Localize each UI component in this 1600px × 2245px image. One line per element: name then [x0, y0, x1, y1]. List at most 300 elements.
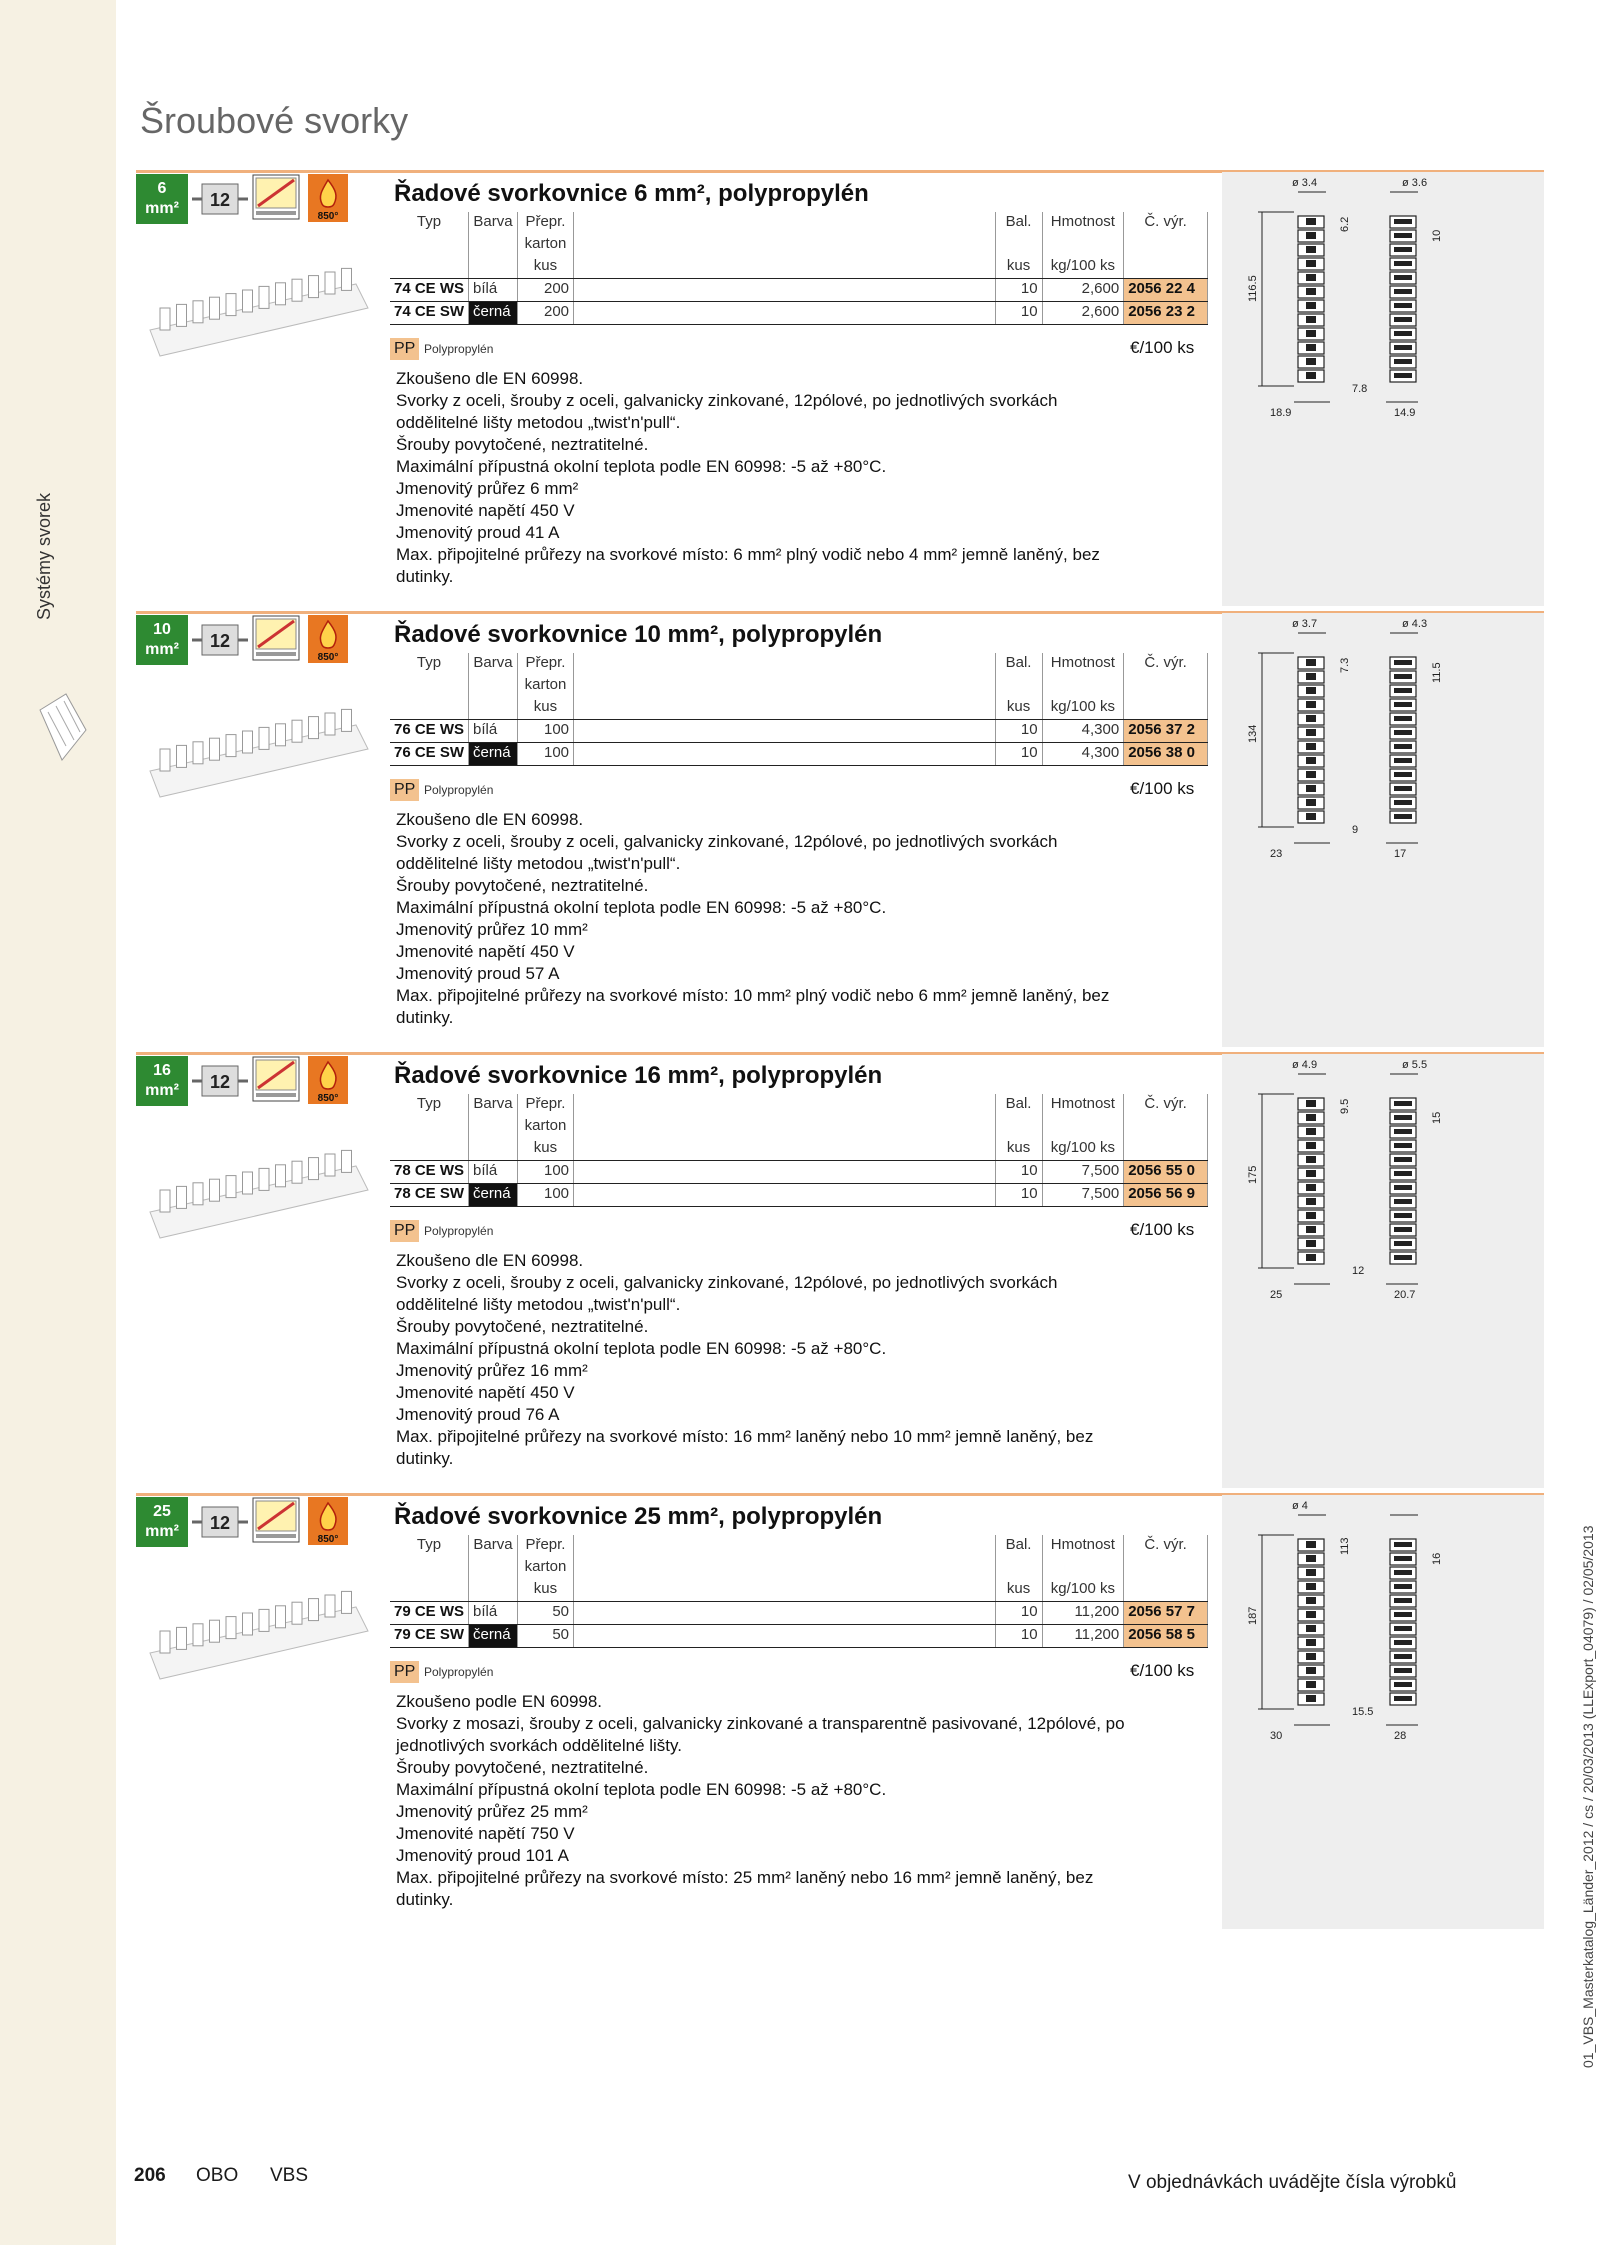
unit-blank	[574, 1138, 995, 1161]
product-photo	[146, 701, 372, 811]
description-line: Svorky z oceli, šrouby z oceli, galvanicky zinkované, 12pólové, po jednotlivých svorkách	[396, 391, 1058, 410]
section-title: Řadové svorkovnice 6 mm², polypropylén	[394, 180, 869, 207]
table-row	[390, 1184, 1208, 1207]
flammability-class-icon	[252, 174, 300, 220]
poles-count-icon	[192, 623, 248, 657]
product-photo	[146, 1583, 372, 1693]
product-table	[390, 1094, 1208, 1207]
cell-bal: 10	[995, 302, 1042, 325]
poles-count-label: 12	[209, 1072, 231, 1092]
unit-blank	[469, 256, 518, 279]
glow-wire-fire-icon	[308, 1056, 348, 1104]
dimension-label-d1: ø 3.4	[1292, 177, 1318, 189]
unit-blank	[469, 1138, 518, 1161]
dimension-label-w1: 18.9	[1270, 407, 1292, 419]
header-blank	[390, 1116, 469, 1138]
cell-kus: 200	[517, 279, 573, 302]
page-number: 206	[134, 2165, 166, 2186]
units-row	[390, 1579, 1208, 1602]
description-line: Jmenovitý průřez 6 mm²	[396, 479, 579, 498]
flammability-class-icon	[252, 1497, 300, 1543]
cell-cislo: 2056 57 7	[1124, 1602, 1208, 1625]
header-cvyr: Č. výr.	[1124, 212, 1208, 234]
description-line: Zkoušeno dle EN 60998.	[396, 1251, 584, 1270]
cell-kus: 100	[517, 1161, 573, 1184]
header-blank	[390, 675, 469, 697]
header-blank	[469, 1557, 518, 1579]
cell-bal: 10	[995, 1184, 1042, 1207]
unit-u_kus: kus	[517, 697, 573, 720]
flammability-class-icon	[252, 615, 300, 661]
unit-u_kus2: kus	[995, 256, 1042, 279]
footer-note: V objednávkách uvádějte čísla výrobků	[1128, 2172, 1457, 2193]
description-line: Jmenovité napětí 450 V	[396, 501, 575, 520]
unit-blank	[1124, 697, 1208, 720]
unit-blank	[469, 697, 518, 720]
description-line: Maximální přípustná okolní teplota podle EN 60998: -5 až +80°C.	[396, 1339, 887, 1358]
header-blank	[390, 1557, 469, 1579]
header-prepr: Přepr.	[517, 212, 573, 234]
cell-cislo: 2056 58 5	[1124, 1625, 1208, 1648]
cell-hm: 7,500	[1042, 1161, 1124, 1184]
unit-blank	[574, 256, 995, 279]
header-bal: Bal.	[995, 653, 1042, 675]
cell-blank	[574, 743, 995, 766]
material-name: Polypropylén	[424, 1665, 494, 1679]
cell-bal: 10	[995, 720, 1042, 743]
description-line: Jmenovitý proud 76 A	[396, 1405, 560, 1424]
units-row	[390, 256, 1208, 279]
unit-u_kus2: kus	[995, 1138, 1042, 1161]
cell-kus: 100	[517, 720, 573, 743]
header-hmotnost: Hmotnost	[1042, 1535, 1124, 1557]
unit-u_kus: kus	[517, 256, 573, 279]
cell-hm: 7,500	[1042, 1184, 1124, 1207]
cell-cislo: 2056 38 0	[1124, 743, 1208, 766]
dimension-label-d2: ø 3.6	[1402, 177, 1428, 189]
dimension-label-d1: ø 4	[1292, 1500, 1308, 1512]
header-blank	[1042, 1557, 1124, 1579]
description-line: Šrouby povytočené, neztratitelné.	[396, 1317, 649, 1336]
product-photo	[146, 260, 372, 370]
table-row	[390, 743, 1208, 766]
cell-kus: 200	[517, 302, 573, 325]
units-row	[390, 1138, 1208, 1161]
description-line: oddělitelné lišty metodou „twist'n'pull“.	[396, 413, 681, 432]
dimension-drawing-svg	[1222, 172, 1544, 606]
cell-typ: 74 CE SW	[390, 302, 469, 325]
cell-cislo: 2056 22 4	[1124, 279, 1208, 302]
size-value: 25	[153, 1503, 171, 1520]
terminal-thumbnail-icon	[36, 690, 90, 766]
description-line: dutinky.	[396, 1008, 454, 1027]
table-row	[390, 1625, 1208, 1648]
cell-typ: 79 CE WS	[390, 1602, 469, 1625]
material-name: Polypropylén	[424, 342, 494, 356]
glow-wire-fire-icon	[308, 615, 348, 663]
description-line: Jmenovité napětí 450 V	[396, 942, 575, 961]
header-blank	[574, 234, 995, 256]
description-line: oddělitelné lišty metodou „twist'n'pull“.	[396, 1295, 681, 1314]
unit-u_kg: kg/100 ks	[1042, 1138, 1124, 1161]
description-line: Šrouby povytočené, neztratitelné.	[396, 435, 649, 454]
dimension-label-w3: 14.9	[1394, 407, 1416, 419]
material-name: Polypropylén	[424, 783, 494, 797]
units-row	[390, 697, 1208, 720]
header-blank	[574, 1557, 995, 1579]
header-blank	[1124, 1557, 1208, 1579]
description-line: Maximální přípustná okolní teplota podle EN 60998: -5 až +80°C.	[396, 457, 887, 476]
header-blank	[1124, 675, 1208, 697]
unit-u_kg: kg/100 ks	[1042, 256, 1124, 279]
unit-u_kus2: kus	[995, 1579, 1042, 1602]
dimension-label-w2: 15.5	[1352, 1706, 1374, 1718]
cell-barva: bílá	[469, 279, 518, 302]
header-barva: Barva	[469, 653, 518, 675]
flammability-class-icon	[252, 1056, 300, 1102]
description-line: Svorky z oceli, šrouby z oceli, galvanicky zinkované, 12pólové, po jednotlivých svorkách	[396, 1273, 1058, 1292]
description-line: Šrouby povytočené, neztratitelné.	[396, 876, 649, 895]
unit-u_kus2: kus	[995, 697, 1042, 720]
poles-count-icon	[192, 182, 248, 216]
product-section	[136, 1493, 1544, 1929]
cell-blank	[574, 1161, 995, 1184]
header-prepr: Přepr.	[517, 653, 573, 675]
dimension-label-b: 11.5	[1431, 662, 1443, 683]
header-barva: Barva	[469, 212, 518, 234]
description	[396, 809, 1212, 1029]
unit-blank	[390, 256, 469, 279]
dimension-label-b: 16	[1431, 1552, 1443, 1565]
cell-typ: 76 CE SW	[390, 743, 469, 766]
sidebar	[0, 0, 116, 2245]
footer-brand-vbs: VBS	[270, 2165, 309, 2186]
dimension-drawing	[1222, 1054, 1544, 1488]
unit-u_kus: kus	[517, 1579, 573, 1602]
header-prepr: Přepr.	[517, 1094, 573, 1116]
header-hmotnost: Hmotnost	[1042, 653, 1124, 675]
dimension-label-w1: 25	[1270, 1289, 1283, 1301]
unit-blank	[1124, 1138, 1208, 1161]
description-line: dutinky.	[396, 567, 454, 586]
cell-cislo: 2056 37 2	[1124, 720, 1208, 743]
header-blank	[995, 1116, 1042, 1138]
header-blank	[1124, 1116, 1208, 1138]
header-spacer	[574, 653, 995, 675]
cell-typ: 74 CE WS	[390, 279, 469, 302]
cell-kus: 100	[517, 1184, 573, 1207]
cell-hm: 2,600	[1042, 279, 1124, 302]
dimension-label-b: 15	[1431, 1111, 1443, 1124]
description-line: Max. připojitelné průřezy na svorkové místo: 16 mm² laněný nebo 10 mm² jemně laněný, bez	[396, 1427, 1094, 1446]
vertical-note: 01_VBS_Masterkatalog_Länder_2012 / cs / 20/03/2013 (LLExport_04079) / 02/05/2013	[1580, 1525, 1596, 2068]
description-line: jednotlivých svorkách oddělitelné lišty.	[396, 1736, 682, 1755]
dimension-label-w2: 9	[1352, 824, 1359, 836]
size-value: 6	[157, 180, 167, 197]
description-line: Šrouby povytočené, neztratitelné.	[396, 1758, 649, 1777]
dimension-label-b: 10	[1431, 229, 1443, 242]
dimension-label-d1: ø 4.9	[1292, 1059, 1318, 1071]
unit-blank	[1124, 256, 1208, 279]
dimension-label-w1: 30	[1270, 1730, 1283, 1742]
header-karton: karton	[517, 1557, 573, 1579]
cell-barva: černá	[469, 743, 518, 766]
cell-bal: 10	[995, 1602, 1042, 1625]
product-table	[390, 1535, 1208, 1648]
cell-barva: černá	[469, 302, 518, 325]
size-unit: mm²	[145, 1082, 179, 1099]
cell-bal: 10	[995, 279, 1042, 302]
cell-cislo: 2056 55 0	[1124, 1161, 1208, 1184]
glow-wire-temp: 850°	[317, 1534, 339, 1545]
dimension-label-w2: 12	[1352, 1265, 1365, 1277]
dimension-label-a: 7.3	[1339, 657, 1351, 673]
description-line: Svorky z mosazi, šrouby z oceli, galvanicky zinkované a transparentně pasivované, 12pólové, po	[396, 1714, 1125, 1733]
dimension-drawing-svg	[1222, 1495, 1544, 1929]
cell-barva: černá	[469, 1625, 518, 1648]
size-value: 16	[153, 1062, 171, 1079]
product-section	[136, 611, 1544, 1047]
cell-blank	[574, 1625, 995, 1648]
header-typ: Typ	[390, 1094, 469, 1116]
dimension-drawing	[1222, 172, 1544, 606]
dimension-label-a: 9.5	[1339, 1098, 1351, 1114]
section-title: Řadové svorkovnice 10 mm², polypropylén	[394, 621, 883, 648]
dimension-drawing-svg	[1222, 1054, 1544, 1488]
dimension-label-d2: ø 5.5	[1402, 1059, 1428, 1071]
dimension-label-h: 134	[1247, 724, 1259, 743]
price-unit: €/100 ks	[1130, 779, 1195, 798]
header-spacer	[574, 212, 995, 234]
material-code: PP	[390, 1220, 419, 1242]
page-title: Šroubové svorky	[140, 100, 409, 141]
header-bal: Bal.	[995, 1094, 1042, 1116]
description-line: Maximální přípustná okolní teplota podle EN 60998: -5 až +80°C.	[396, 898, 887, 917]
header-cvyr: Č. výr.	[1124, 653, 1208, 675]
glow-wire-fire-icon	[308, 1497, 348, 1545]
section-title: Řadové svorkovnice 16 mm², polypropylén	[394, 1062, 883, 1089]
size-unit: mm²	[145, 641, 179, 658]
cell-hm: 2,600	[1042, 302, 1124, 325]
unit-blank	[390, 1579, 469, 1602]
dimension-drawing-svg	[1222, 613, 1544, 1047]
unit-u_kus: kus	[517, 1138, 573, 1161]
header-hmotnost: Hmotnost	[1042, 1094, 1124, 1116]
header-blank	[995, 1557, 1042, 1579]
cell-barva: bílá	[469, 1161, 518, 1184]
poles-count-label: 12	[209, 190, 231, 210]
cell-typ: 78 CE SW	[390, 1184, 469, 1207]
table-row	[390, 1602, 1208, 1625]
dimension-label-h: 187	[1247, 1606, 1259, 1625]
material-code: PP	[390, 779, 419, 801]
header-blank	[1042, 675, 1124, 697]
description-line: Jmenovitý proud 41 A	[396, 523, 560, 542]
header-blank	[995, 234, 1042, 256]
header-blank	[1042, 1116, 1124, 1138]
product-section	[136, 1052, 1544, 1488]
header-karton: karton	[517, 234, 573, 256]
size-badge	[136, 1056, 188, 1106]
product-table	[390, 212, 1208, 325]
unit-blank	[1124, 1579, 1208, 1602]
unit-blank	[574, 1579, 995, 1602]
header-barva: Barva	[469, 1094, 518, 1116]
price-unit: €/100 ks	[1130, 1220, 1195, 1239]
glow-wire-temp: 850°	[317, 652, 339, 663]
header-blank	[574, 675, 995, 697]
dimension-label-d1: ø 3.7	[1292, 618, 1318, 630]
cell-hm: 4,300	[1042, 720, 1124, 743]
product-photo	[146, 1142, 372, 1252]
description-line: Jmenovité napětí 450 V	[396, 1383, 575, 1402]
cell-typ: 76 CE WS	[390, 720, 469, 743]
header-blank	[995, 675, 1042, 697]
header-blank	[469, 234, 518, 256]
cell-typ: 79 CE SW	[390, 1625, 469, 1648]
dimension-label-w2: 7.8	[1352, 383, 1368, 395]
description-line: Zkoušeno dle EN 60998.	[396, 810, 584, 829]
cell-hm: 4,300	[1042, 743, 1124, 766]
cell-blank	[574, 1602, 995, 1625]
cell-blank	[574, 1184, 995, 1207]
description-line: Zkoušeno podle EN 60998.	[396, 1692, 603, 1711]
description	[396, 368, 1212, 588]
description-line: Max. připojitelné průřezy na svorkové místo: 6 mm² plný vodič nebo 4 mm² jemně laněný, bez	[396, 545, 1100, 564]
unit-blank	[469, 1579, 518, 1602]
header-blank	[469, 1116, 518, 1138]
dimension-label-w1: 23	[1270, 848, 1283, 860]
product-table	[390, 653, 1208, 766]
description-line: Jmenovité napětí 750 V	[396, 1824, 575, 1843]
description-line: dutinky.	[396, 1890, 454, 1909]
table-row	[390, 720, 1208, 743]
dimension-label-h: 175	[1247, 1165, 1259, 1184]
dimension-label-h: 116.5	[1247, 275, 1259, 302]
unit-blank	[390, 1138, 469, 1161]
cell-hm: 11,200	[1042, 1602, 1124, 1625]
material-name: Polypropylén	[424, 1224, 494, 1238]
cell-blank	[574, 279, 995, 302]
cell-bal: 10	[995, 743, 1042, 766]
description-line: Jmenovitý proud 101 A	[396, 1846, 569, 1865]
unit-u_kg: kg/100 ks	[1042, 1579, 1124, 1602]
table-row	[390, 302, 1208, 325]
cell-typ: 78 CE WS	[390, 1161, 469, 1184]
description-line: Jmenovitý průřez 25 mm²	[396, 1802, 588, 1821]
description-line: Max. připojitelné průřezy na svorkové místo: 10 mm² plný vodič nebo 6 mm² jemně laněný, bez	[396, 986, 1110, 1005]
description-line: dutinky.	[396, 1449, 454, 1468]
header-typ: Typ	[390, 653, 469, 675]
cell-barva: černá	[469, 1184, 518, 1207]
header-typ: Typ	[390, 1535, 469, 1557]
cell-kus: 50	[517, 1625, 573, 1648]
header-bal: Bal.	[995, 1535, 1042, 1557]
header-spacer	[574, 1535, 995, 1557]
header-blank	[574, 1116, 995, 1138]
table-row	[390, 1161, 1208, 1184]
header-blank	[469, 675, 518, 697]
table-row	[390, 279, 1208, 302]
cell-kus: 50	[517, 1602, 573, 1625]
size-badge	[136, 615, 188, 665]
material-code: PP	[390, 1661, 419, 1683]
glow-wire-temp: 850°	[317, 211, 339, 222]
unit-blank	[574, 697, 995, 720]
unit-blank	[390, 697, 469, 720]
glow-wire-temp: 850°	[317, 1093, 339, 1104]
size-unit: mm²	[145, 1523, 179, 1540]
size-badge	[136, 174, 188, 224]
cell-cislo: 2056 56 9	[1124, 1184, 1208, 1207]
price-unit: €/100 ks	[1130, 338, 1195, 357]
description-line: Jmenovitý proud 57 A	[396, 964, 560, 983]
description-line: Jmenovitý průřez 16 mm²	[396, 1361, 588, 1380]
cell-kus: 100	[517, 743, 573, 766]
description-line: Maximální přípustná okolní teplota podle EN 60998: -5 až +80°C.	[396, 1780, 887, 1799]
material-code: PP	[390, 338, 419, 360]
cell-bal: 10	[995, 1625, 1042, 1648]
cell-blank	[574, 302, 995, 325]
size-badge	[136, 1497, 188, 1547]
size-unit: mm²	[145, 200, 179, 217]
header-cvyr: Č. výr.	[1124, 1094, 1208, 1116]
dimension-label-w3: 28	[1394, 1730, 1407, 1742]
cell-cislo: 2056 23 2	[1124, 302, 1208, 325]
dimension-label-d2: ø 4.3	[1402, 618, 1428, 630]
size-value: 10	[153, 621, 171, 638]
description-line: Zkoušeno dle EN 60998.	[396, 369, 584, 388]
description-line: Max. připojitelné průřezy na svorkové místo: 25 mm² laněný nebo 16 mm² jemně laněný, bez	[396, 1868, 1094, 1887]
header-prepr: Přepr.	[517, 1535, 573, 1557]
cell-blank	[574, 720, 995, 743]
poles-count-label: 12	[209, 631, 231, 651]
description-line: Jmenovitý průřez 10 mm²	[396, 920, 588, 939]
header-spacer	[574, 1094, 995, 1116]
header-blank	[1124, 234, 1208, 256]
unit-u_kg: kg/100 ks	[1042, 697, 1124, 720]
glow-wire-fire-icon	[308, 174, 348, 222]
description-line: Svorky z oceli, šrouby z oceli, galvanicky zinkované, 12pólové, po jednotlivých svorkách	[396, 832, 1058, 851]
header-hmotnost: Hmotnost	[1042, 212, 1124, 234]
header-karton: karton	[517, 675, 573, 697]
header-bal: Bal.	[995, 212, 1042, 234]
product-section	[136, 170, 1544, 606]
cell-barva: bílá	[469, 720, 518, 743]
sidebar-label: Systémy svorek	[34, 492, 54, 620]
dimension-label-w3: 20.7	[1394, 1289, 1416, 1301]
footer-brand: OBO	[196, 2165, 239, 2186]
dimension-drawing	[1222, 613, 1544, 1047]
description	[396, 1250, 1212, 1470]
dimension-label-a: 6.2	[1339, 216, 1351, 232]
cell-hm: 11,200	[1042, 1625, 1124, 1648]
poles-count-label: 12	[209, 1513, 231, 1533]
description	[396, 1691, 1212, 1911]
header-blank	[390, 234, 469, 256]
price-unit: €/100 ks	[1130, 1661, 1195, 1680]
description-line: oddělitelné lišty metodou „twist'n'pull“.	[396, 854, 681, 873]
dimension-label-a: 113	[1339, 1537, 1351, 1555]
header-typ: Typ	[390, 212, 469, 234]
header-karton: karton	[517, 1116, 573, 1138]
cell-barva: bílá	[469, 1602, 518, 1625]
header-cvyr: Č. výr.	[1124, 1535, 1208, 1557]
cell-bal: 10	[995, 1161, 1042, 1184]
dimension-drawing	[1222, 1495, 1544, 1929]
header-barva: Barva	[469, 1535, 518, 1557]
header-blank	[1042, 234, 1124, 256]
